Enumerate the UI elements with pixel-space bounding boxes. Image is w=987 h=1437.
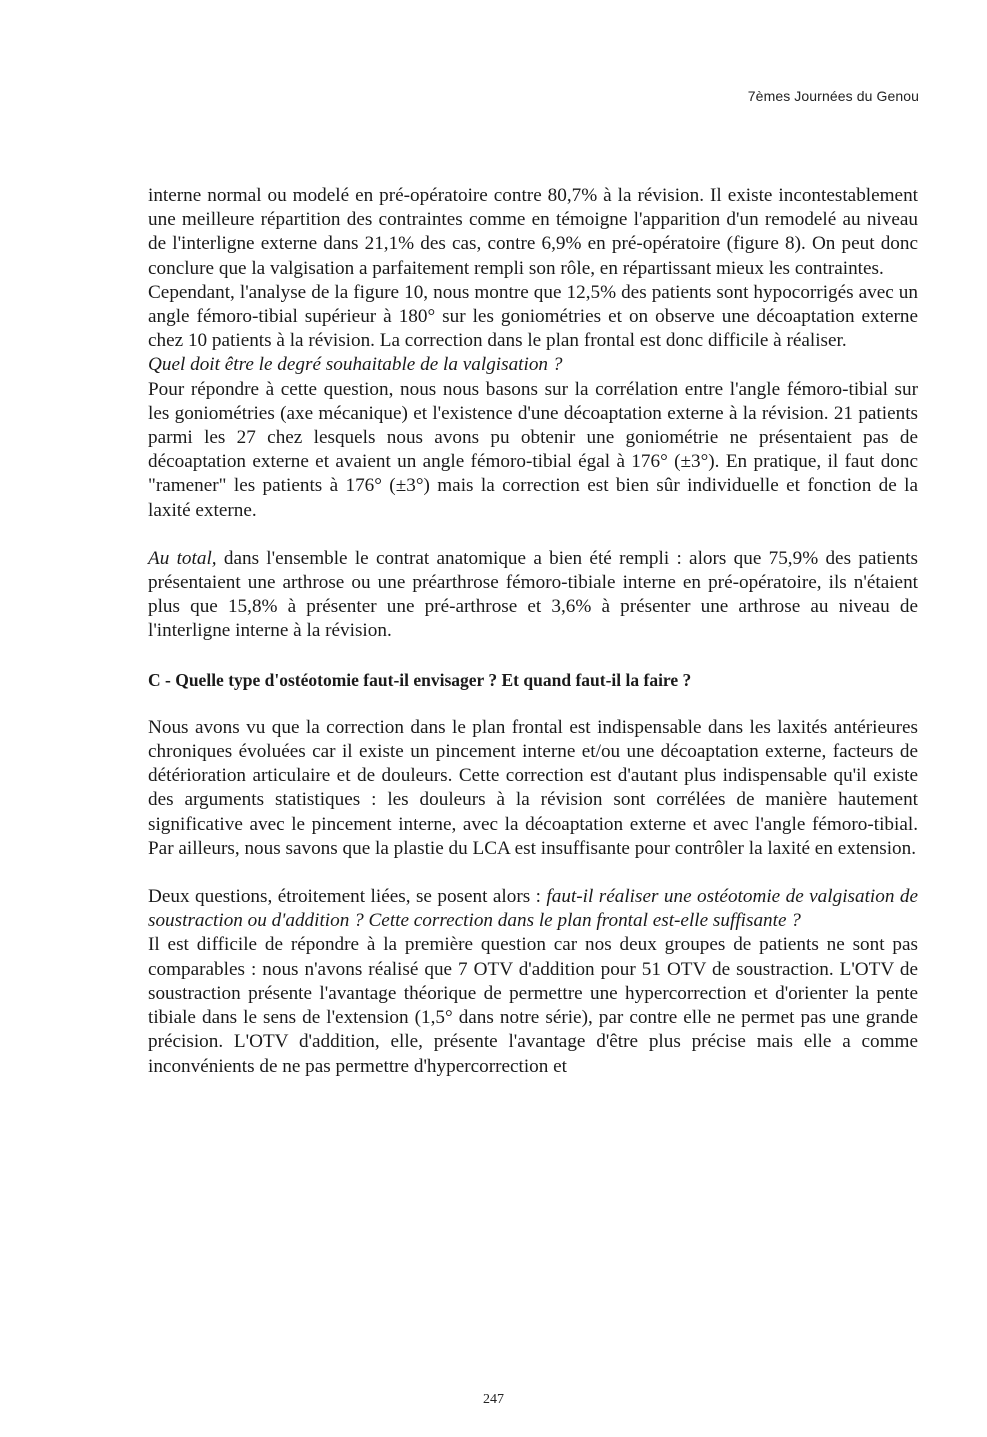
questions-italic: faut-il réaliser une ostéotomie de valgisation de soustraction ou d'addition ? Cette correction dans le plan frontal est-elle suffisante ? bbox=[148, 886, 918, 932]
paragraph-question bbox=[148, 353, 918, 377]
au-total-text: dans l'ensemble le contrat anatomique a bien été rempli : alors que 75,9% des patients présentaient une arthrose ou une préarthrose fémoro-tibiale interne en pré-opératoire, ils n'étaient plus que 15,8% à présenter une pré-arthrose et 3,6% à présenter une arthrose au niveau de l'interligne interne à la révision. bbox=[148, 547, 918, 642]
paragraph-2: Cependant, l'analyse de la figure 10, nous montre que 12,5% des patients sont hypocorrigés avec un angle fémoro-tibial supérieur à 180° sur les goniométries et on observe une décoaptation externe chez 10 patients à la révision. La correction dans le plan frontal est donc difficile à réaliser. bbox=[148, 281, 918, 352]
paragraph-6: Nous avons vu que la correction dans le plan frontal est indispensable dans les laxités antérieures chroniques évoluées car il existe un pincement interne et/ou une décoaptation externe, facteurs de détérioration articulaire et de douleurs. Cette correction est d'autant plus indispensable qu'il existe des arguments statistiques : les douleurs à la révision sont corrélées de manière hautement significative avec le pincement interne, avec la décoaptation externe et avec l'angle fémoro-tibial. Par ailleurs, nous savons que la plastie du LCA est insuffisante pour contrôler la laxité en extension. bbox=[148, 716, 918, 859]
au-total-lead: Au total, bbox=[148, 547, 217, 569]
paragraph-gap bbox=[148, 644, 918, 668]
page-number: 247 bbox=[483, 1392, 504, 1407]
paragraph-gap bbox=[148, 523, 918, 547]
questions-lead: Deux questions, étroitement liées, se posent alors : bbox=[148, 886, 547, 908]
paragraph-gap bbox=[148, 861, 918, 885]
running-header: 7èmes Journées du Genou bbox=[747, 88, 919, 104]
paragraph-1: interne normal ou modelé en pré-opératoire contre 80,7% à la révision. Il existe incontestablement une meilleure répartition des contraintes comme en témoigne l'apparition d'un remodelé au niveau de l'interligne externe dans 21,1% des cas, contre 6,9% en pré-opératoire (figure 8). On peut donc conclure que la valgisation a parfaitement rempli son rôle, en répartissant mieux les contraintes. bbox=[148, 185, 918, 279]
section-heading-c: C - Quelle type d'ostéotomie faut-il envisager ? Et quand faut-il la faire ? bbox=[148, 669, 692, 690]
question-text: Quel doit être le degré souhaitable de la valgisation ? bbox=[148, 354, 563, 376]
paragraph-7 bbox=[148, 885, 918, 933]
paragraph-gap bbox=[148, 692, 918, 716]
body-text bbox=[148, 184, 918, 1079]
paragraph-5 bbox=[148, 547, 918, 644]
paragraph-4: Pour répondre à cette question, nous nous basons sur la corrélation entre l'angle fémoro-tibial sur les goniométries (axe mécanique) et l'existence d'une décoaptation externe à la révision. 21 patients parmi les 27 chez lesquels nous avons pu obtenir une goniométrie ne présentaient pas de décoaptation externe et avaient un angle fémoro-tibial égal à 176° (±3°). En pratique, il faut donc "ramener" les patients à 176° (±3°) mais la correction est bien sûr individuelle et fonction de la laxité externe. bbox=[148, 378, 918, 521]
paragraph-8: Il est difficile de répondre à la première question car nos deux groupes de patients ne sont pas comparables : nous n'avons réalisé que 7 OTV d'addition pour 51 OTV de soustraction. L'OTV de soustraction présente l'avantage théorique de permettre une hypercorrection et d'orienter la pente tibiale dans le sens de l'extension (1,5° dans notre série), par contre elle ne permet pas une grande précision. L'OTV d'addition, elle, présente l'avantage d'être plus précise mais elle a comme inconvénients de ne pas permettre d'hypercorrection et bbox=[148, 934, 918, 1077]
